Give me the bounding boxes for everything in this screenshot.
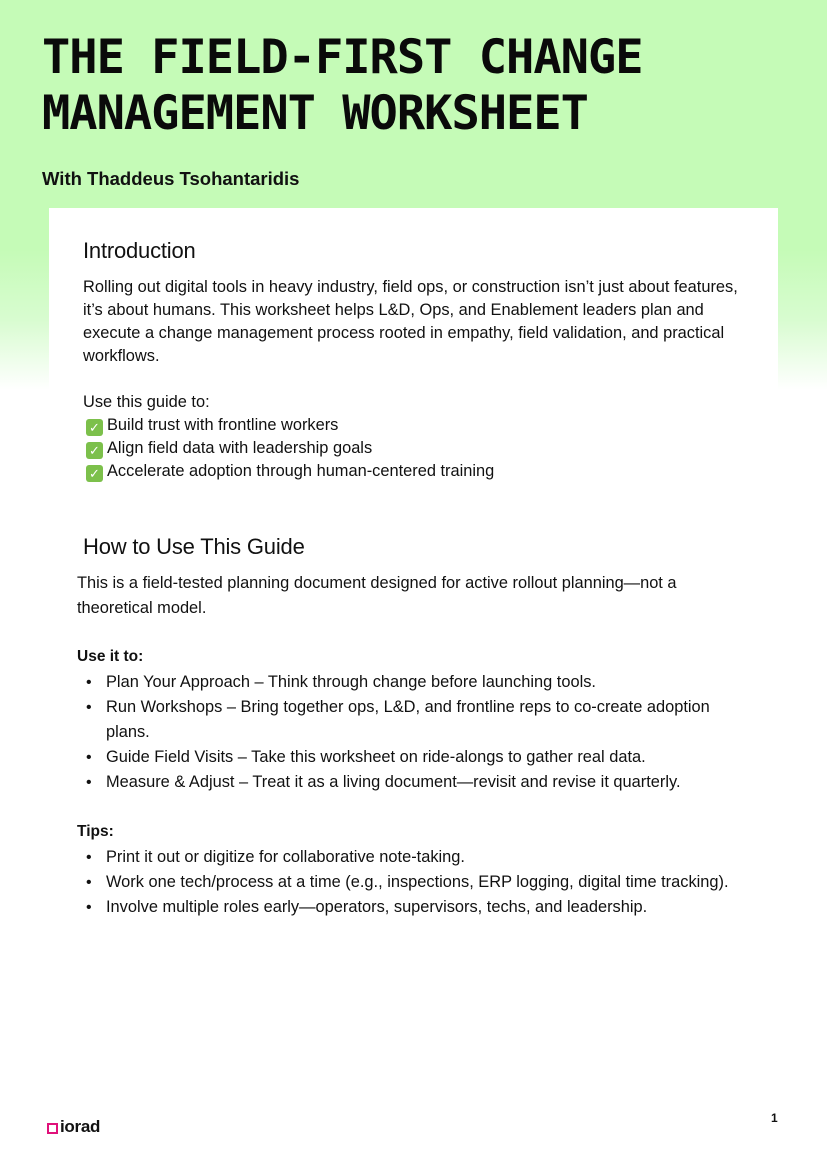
- use-it-to-list: [77, 670, 737, 795]
- list-item: • Plan Your Approach – Think through change before launching tools.: [77, 670, 737, 695]
- bullet-icon: •: [86, 849, 92, 866]
- list-item: • Involve multiple roles early—operators, supervisors, techs, and leadership.: [77, 895, 737, 920]
- use-it-to-label: Use it to:: [77, 648, 144, 665]
- logo-text: iorad: [60, 1117, 101, 1136]
- check-mark-icon: ✓: [86, 442, 103, 459]
- tips-list: [77, 845, 737, 920]
- page-number: 1: [771, 1111, 778, 1125]
- list-item: • Guide Field Visits – Take this worksheet on ride-alongs to gather real data.: [77, 745, 737, 770]
- bullet-icon: •: [86, 699, 92, 716]
- tips-label: Tips:: [77, 823, 114, 840]
- benefits-checklist: [83, 414, 494, 483]
- list-item: • Print it out or digitize for collaborative note-taking.: [77, 845, 737, 870]
- page-title-line-2: MANAGEMENT WORKSHEET: [42, 86, 588, 141]
- page-title: [42, 30, 802, 142]
- how-to-heading: How to Use This Guide: [83, 534, 305, 559]
- bullet-icon: •: [86, 749, 92, 766]
- list-item: • Work one tech/process at a time (e.g., inspections, ERP logging, digital time tracking).: [77, 870, 737, 895]
- list-item: • Run Workshops – Bring together ops, L&D, and frontline reps to co-create adoption plans.: [77, 695, 737, 745]
- introduction-paragraph: Rolling out digital tools in heavy industry, field ops, or construction isn’t just about features, it’s about humans. This worksheet helps L&D, Ops, and Enablement leaders plan and execute a change management process rooted in empathy, field validation, and practical workflows.: [83, 278, 738, 365]
- bullet-icon: •: [86, 874, 92, 891]
- checklist-item: ✓ Accelerate adoption through human-centered training: [83, 460, 494, 483]
- page-title-line-1: THE FIELD-FIRST CHANGE: [42, 30, 643, 85]
- byline: With Thaddeus Tsohantaridis: [42, 168, 300, 189]
- checklist-item: ✓ Build trust with frontline workers: [83, 414, 494, 437]
- checklist-item: ✓ Align field data with leadership goals: [83, 437, 494, 460]
- introduction-heading: Introduction: [83, 238, 196, 263]
- use-guide-intro: Use this guide to:: [83, 393, 210, 411]
- iorad-logo-icon: [47, 1123, 58, 1134]
- bullet-icon: •: [86, 774, 92, 791]
- bullet-icon: •: [86, 899, 92, 916]
- check-mark-icon: ✓: [86, 419, 103, 436]
- iorad-logo: [47, 1117, 100, 1137]
- how-to-paragraph: This is a field-tested planning document designed for active rollout planning—not a theoretical model.: [77, 574, 677, 617]
- check-mark-icon: ✓: [86, 465, 103, 482]
- bullet-icon: •: [86, 674, 92, 691]
- list-item: • Measure & Adjust – Treat it as a living document—revisit and revise it quarterly.: [77, 770, 737, 795]
